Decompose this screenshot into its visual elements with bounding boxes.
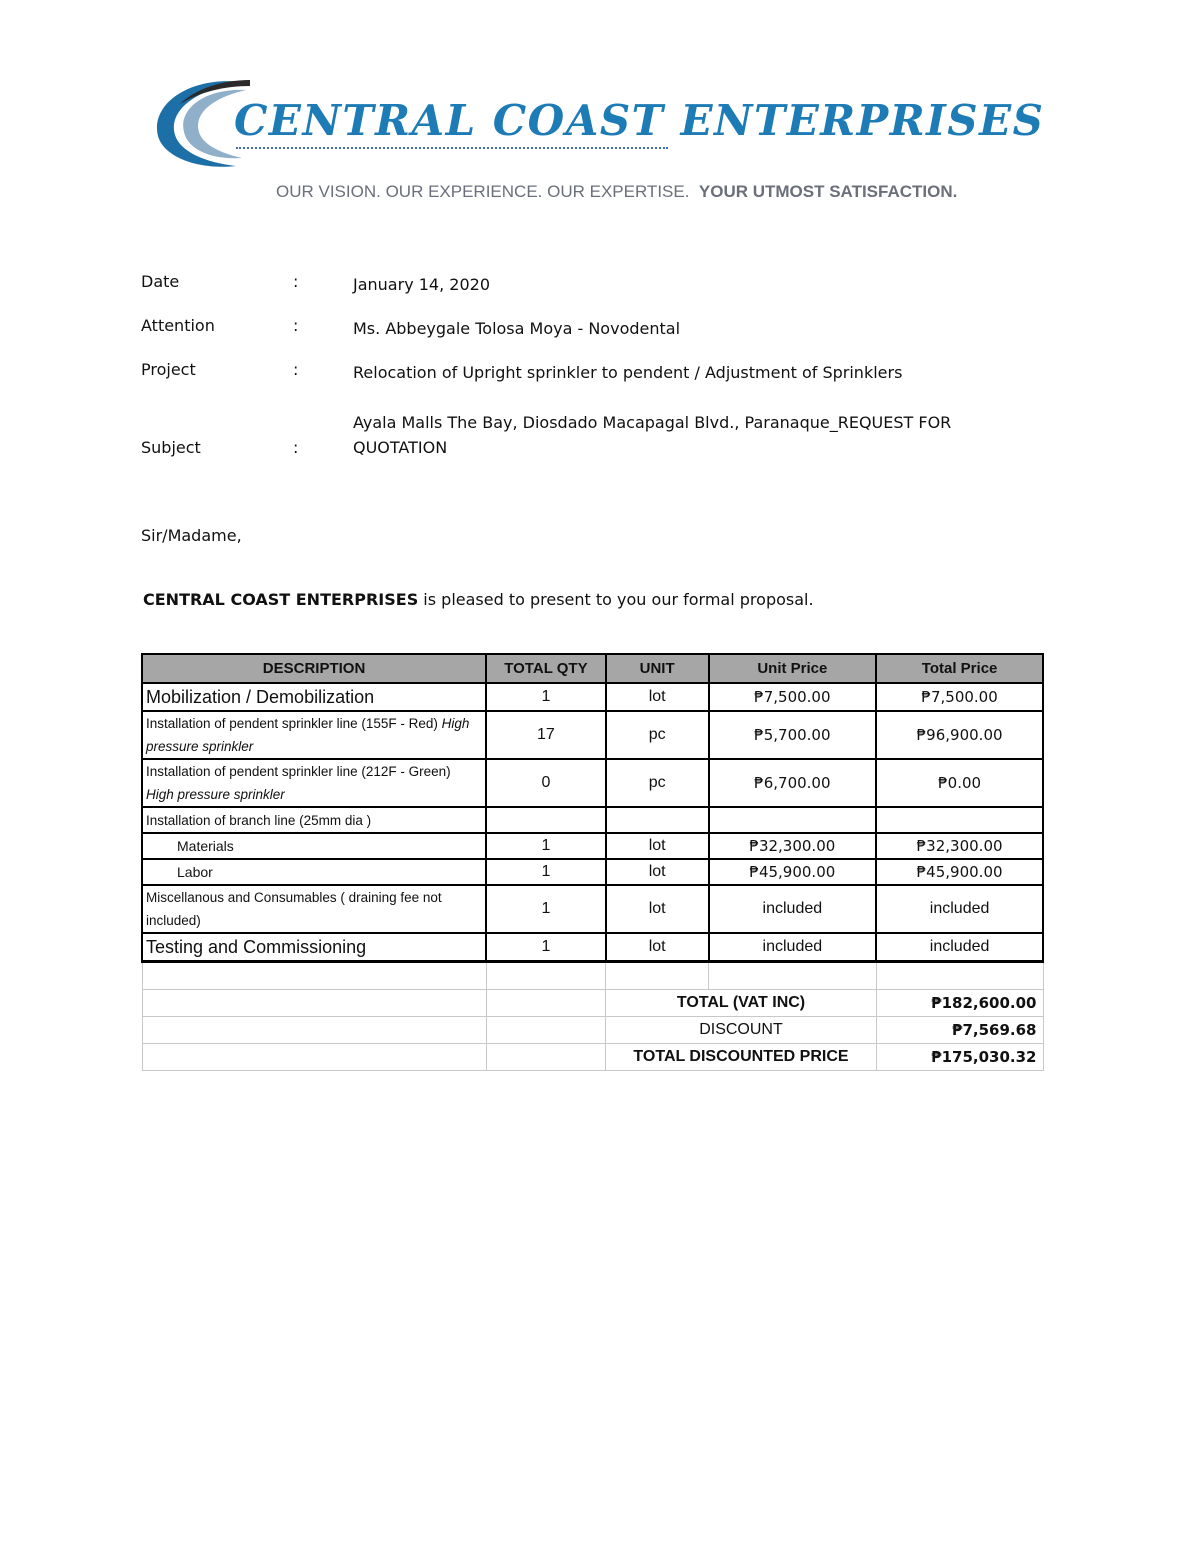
table-row xyxy=(142,833,1043,859)
intro-paragraph xyxy=(143,590,814,609)
row-unit-price: ₱5,700.00 xyxy=(709,711,877,759)
row-unit: lot xyxy=(606,859,709,885)
quotation-table xyxy=(141,653,1044,1071)
row-total-price: ₱45,900.00 xyxy=(876,859,1043,885)
blank-cell xyxy=(486,990,606,1017)
project-value: Relocation of Upright sprinkler to pendent / Adjustment of Sprinklers xyxy=(353,363,903,382)
blank-cell xyxy=(606,962,709,990)
row-unit-price: ₱32,300.00 xyxy=(709,833,877,859)
table-row xyxy=(142,807,1043,833)
blank-cell xyxy=(486,962,606,990)
row-unit: lot xyxy=(606,933,709,962)
intro-company: CENTRAL COAST ENTERPRISES xyxy=(143,590,419,609)
logo-underline xyxy=(236,144,668,149)
subject-label: Subject xyxy=(141,438,201,457)
row-description-italic: High pressure sprinkler xyxy=(146,787,285,802)
row-unit xyxy=(606,807,709,833)
row-qty: 1 xyxy=(486,885,606,933)
header-total-qty: TOTAL QTY xyxy=(486,654,606,683)
row-description-text: Installation of pendent sprinkler line (212F - Green) xyxy=(146,764,451,779)
row-unit-price: ₱45,900.00 xyxy=(709,859,877,885)
row-total-price: ₱32,300.00 xyxy=(876,833,1043,859)
project-label: Project xyxy=(141,360,196,379)
row-qty: 1 xyxy=(486,933,606,962)
row-total-price: ₱0.00 xyxy=(876,759,1043,807)
row-qty: 1 xyxy=(486,683,606,711)
intro-rest: is pleased to present to you our formal proposal. xyxy=(418,590,814,609)
blank-cell xyxy=(142,1017,486,1044)
row-description xyxy=(142,759,486,807)
subject-colon: : xyxy=(293,438,299,457)
salutation: Sir/Madame, xyxy=(141,526,242,545)
company-tagline xyxy=(276,182,957,202)
summary-row-discounted-total xyxy=(142,1044,1043,1071)
row-description-text: Installation of pendent sprinkler line (155F - Red) xyxy=(146,716,442,731)
summary-value: ₱175,030.32 xyxy=(876,1044,1043,1071)
attention-colon: : xyxy=(293,316,299,335)
date-value: January 14, 2020 xyxy=(353,275,490,294)
row-unit-price xyxy=(709,807,877,833)
row-total-price: ₱7,500.00 xyxy=(876,683,1043,711)
row-qty: 0 xyxy=(486,759,606,807)
attention-label: Attention xyxy=(141,316,215,335)
row-total-price: included xyxy=(876,885,1043,933)
summary-label: DISCOUNT xyxy=(606,1017,876,1044)
summary-label: TOTAL (VAT INC) xyxy=(606,990,876,1017)
row-qty: 17 xyxy=(486,711,606,759)
row-description: Installation of branch line (25mm dia ) xyxy=(142,807,486,833)
row-total-price: included xyxy=(876,933,1043,962)
blank-cell xyxy=(709,962,877,990)
table-row xyxy=(142,711,1043,759)
blank-row xyxy=(142,962,1043,990)
tagline-bold: YOUR UTMOST SATISFACTION. xyxy=(698,182,958,201)
row-unit-price: included xyxy=(709,885,877,933)
blank-cell xyxy=(876,962,1043,990)
row-unit: lot xyxy=(606,885,709,933)
tagline-regular: OUR VISION. OUR EXPERIENCE. OUR EXPERTISE. xyxy=(276,182,690,201)
summary-row-discount xyxy=(142,1017,1043,1044)
row-qty: 1 xyxy=(486,833,606,859)
row-qty xyxy=(486,807,606,833)
table-row xyxy=(142,885,1043,933)
row-qty: 1 xyxy=(486,859,606,885)
project-colon: : xyxy=(293,360,299,379)
row-description: Testing and Commissioning xyxy=(142,933,486,962)
row-total-price: ₱96,900.00 xyxy=(876,711,1043,759)
row-description-italic: High pressure sprinkler xyxy=(146,716,470,754)
row-total-price xyxy=(876,807,1043,833)
row-unit: pc xyxy=(606,759,709,807)
attention-value: Ms. Abbeygale Tolosa Moya - Novodental xyxy=(353,319,681,338)
row-unit-price: included xyxy=(709,933,877,962)
subject-value: Ayala Malls The Bay, Diosdado Macapagal Blvd., Paranaque_REQUEST FOR QUOTATION xyxy=(353,413,952,457)
company-name: CENTRAL COAST ENTERPRISES xyxy=(234,96,1045,145)
header-unit-price: Unit Price xyxy=(709,654,877,683)
date-colon: : xyxy=(293,272,299,291)
table-row xyxy=(142,933,1043,962)
summary-row-total xyxy=(142,990,1043,1017)
date-label: Date xyxy=(141,272,180,291)
table-row xyxy=(142,683,1043,711)
blank-cell xyxy=(142,962,486,990)
header-unit: UNIT xyxy=(606,654,709,683)
blank-cell xyxy=(486,1017,606,1044)
row-description: Labor xyxy=(142,859,486,885)
table-header-row xyxy=(142,654,1043,683)
row-unit-price: ₱7,500.00 xyxy=(709,683,877,711)
table-row xyxy=(142,759,1043,807)
row-description: Miscellanous and Consumables ( draining fee not included) xyxy=(142,885,486,933)
row-unit: lot xyxy=(606,833,709,859)
row-unit-price: ₱6,700.00 xyxy=(709,759,877,807)
row-unit: lot xyxy=(606,683,709,711)
table-row xyxy=(142,859,1043,885)
row-unit: pc xyxy=(606,711,709,759)
header-total-price: Total Price xyxy=(876,654,1043,683)
blank-cell xyxy=(142,1044,486,1071)
header-description: DESCRIPTION xyxy=(142,654,486,683)
summary-value: ₱182,600.00 xyxy=(876,990,1043,1017)
row-description: Materials xyxy=(142,833,486,859)
summary-value: ₱7,569.68 xyxy=(876,1017,1043,1044)
summary-label: TOTAL DISCOUNTED PRICE xyxy=(606,1044,876,1071)
company-logo xyxy=(150,74,1050,179)
blank-cell xyxy=(486,1044,606,1071)
row-description xyxy=(142,711,486,759)
row-description: Mobilization / Demobilization xyxy=(142,683,486,711)
blank-cell xyxy=(142,990,486,1017)
